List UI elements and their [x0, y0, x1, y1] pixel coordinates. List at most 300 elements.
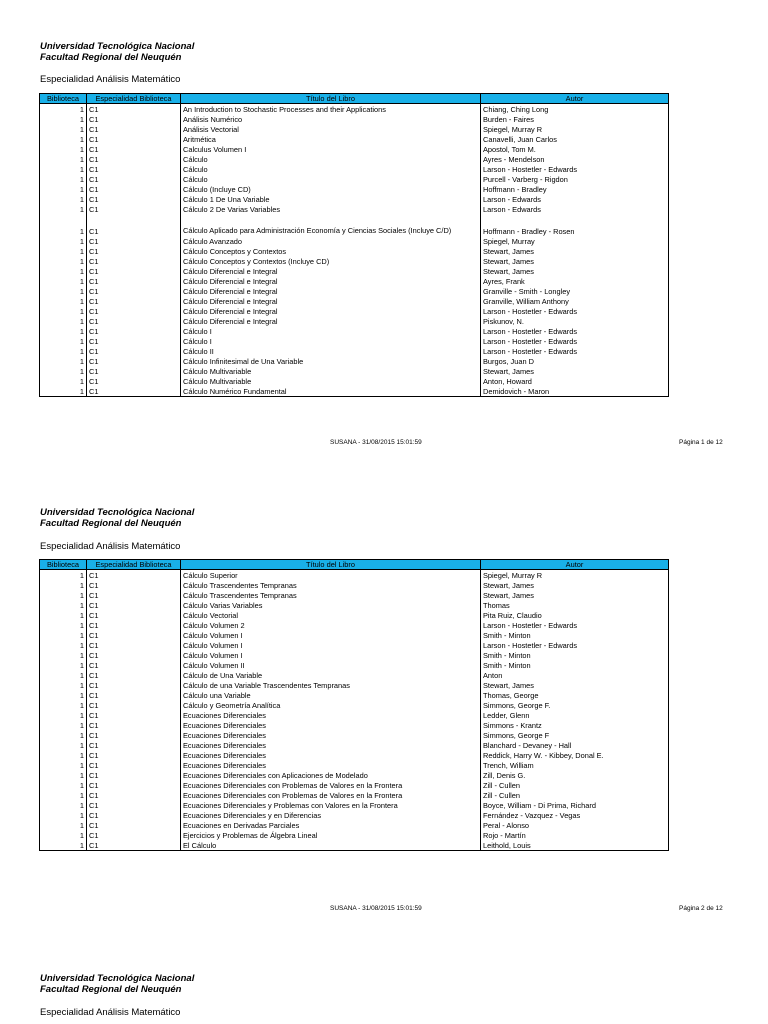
cell-biblioteca: 1 [40, 610, 87, 620]
cell-especialidad: C1 [87, 236, 181, 246]
cell-autor: Spiegel, Murray R [481, 124, 669, 134]
cell-autor: Smith - Minton [481, 660, 669, 670]
cell-biblioteca: 1 [40, 114, 87, 124]
cell-biblioteca: 1 [40, 214, 87, 236]
cell-especialidad: C1 [87, 194, 181, 204]
cell-biblioteca: 1 [40, 640, 87, 650]
cell-especialidad: C1 [87, 810, 181, 820]
cell-especialidad: C1 [87, 386, 181, 397]
university-name: Universidad Tecnológica Nacional [40, 973, 195, 984]
cell-titulo: Cálculo Multivariable [181, 366, 481, 376]
table-row [40, 246, 669, 256]
cell-titulo: Calculus Volumen I [181, 144, 481, 154]
cell-especialidad: C1 [87, 346, 181, 356]
cell-especialidad: C1 [87, 124, 181, 134]
table-row [40, 286, 669, 296]
cell-especialidad: C1 [87, 184, 181, 194]
cell-autor: Anton, Howard [481, 376, 669, 386]
cell-biblioteca: 1 [40, 174, 87, 184]
table-row [40, 346, 669, 356]
cell-especialidad: C1 [87, 780, 181, 790]
footer-user-timestamp: SUSANA - 31/08/2015 15:01:59 [330, 905, 422, 912]
cell-biblioteca: 1 [40, 154, 87, 164]
cell-titulo: Cálculo Trascendentes Tempranas [181, 580, 481, 590]
cell-especialidad: C1 [87, 316, 181, 326]
table-row [40, 590, 669, 600]
cell-biblioteca: 1 [40, 246, 87, 256]
cell-autor: Boyce, William - Di Prima, Richard [481, 800, 669, 810]
cell-especialidad: C1 [87, 580, 181, 590]
cell-biblioteca: 1 [40, 820, 87, 830]
table-row [40, 730, 669, 740]
table-row [40, 194, 669, 204]
cell-autor: Larson - Hostetler - Edwards [481, 640, 669, 650]
cell-autor: Stewart, James [481, 246, 669, 256]
cell-titulo: Cálculo Vectorial [181, 610, 481, 620]
cell-autor: Granville - Smith - Longley [481, 286, 669, 296]
cell-especialidad: C1 [87, 820, 181, 830]
cell-especialidad: C1 [87, 660, 181, 670]
cell-especialidad: C1 [87, 276, 181, 286]
cell-especialidad: C1 [87, 620, 181, 630]
faculty-name: Facultad Regional del Neuquén [40, 518, 182, 529]
cell-biblioteca: 1 [40, 720, 87, 730]
cell-especialidad: C1 [87, 266, 181, 276]
cell-especialidad: C1 [87, 750, 181, 760]
cell-titulo: Cálculo Numérico Fundamental [181, 386, 481, 397]
cell-autor: Chiang, Ching Long [481, 104, 669, 115]
cell-especialidad: C1 [87, 760, 181, 770]
table-row [40, 670, 669, 680]
cell-titulo: Cálculo I [181, 336, 481, 346]
cell-titulo: Cálculo II [181, 346, 481, 356]
cell-biblioteca: 1 [40, 204, 87, 214]
cell-especialidad: C1 [87, 366, 181, 376]
cell-autor: Stewart, James [481, 266, 669, 276]
cell-titulo: Análisis Numérico [181, 114, 481, 124]
table-row [40, 144, 669, 154]
cell-autor: Stewart, James [481, 256, 669, 266]
cell-titulo: Cálculo Avanzado [181, 236, 481, 246]
cell-titulo: Cálculo Trascendentes Tempranas [181, 590, 481, 600]
cell-titulo: Cálculo Diferencial e Integral [181, 306, 481, 316]
cell-biblioteca: 1 [40, 164, 87, 174]
cell-autor: Zill - Cullen [481, 790, 669, 800]
cell-titulo: Cálculo Volumen 2 [181, 620, 481, 630]
cell-biblioteca: 1 [40, 670, 87, 680]
cell-autor: Larson - Edwards [481, 204, 669, 214]
table-row [40, 386, 669, 397]
cell-especialidad: C1 [87, 114, 181, 124]
footer-page-number: Página 1 de 12 [679, 439, 723, 446]
cell-biblioteca: 1 [40, 660, 87, 670]
cell-titulo: Ecuaciones en Derivadas Parciales [181, 820, 481, 830]
cell-autor: Granville, William Anthony [481, 296, 669, 306]
cell-titulo: Cálculo I [181, 326, 481, 336]
cell-biblioteca: 1 [40, 306, 87, 316]
cell-titulo: Cálculo 2 De Varias Variables [181, 204, 481, 214]
column-header-biblioteca: Biblioteca [40, 94, 87, 104]
cell-biblioteca: 1 [40, 104, 87, 115]
column-header-especialidad: Especialidad Biblioteca [87, 94, 181, 104]
cell-autor: Stewart, James [481, 580, 669, 590]
cell-biblioteca: 1 [40, 840, 87, 851]
cell-titulo: Cálculo Infinitesimal de Una Variable [181, 356, 481, 366]
cell-biblioteca: 1 [40, 256, 87, 266]
cell-autor: Larson - Hostetler - Edwards [481, 326, 669, 336]
cell-autor: Simmons, George F [481, 730, 669, 740]
table-row [40, 700, 669, 710]
cell-titulo: Cálculo Diferencial e Integral [181, 276, 481, 286]
table-row [40, 356, 669, 366]
cell-especialidad: C1 [87, 214, 181, 236]
table-row [40, 366, 669, 376]
cell-biblioteca: 1 [40, 266, 87, 276]
cell-especialidad: C1 [87, 376, 181, 386]
cell-especialidad: C1 [87, 800, 181, 810]
cell-biblioteca: 1 [40, 830, 87, 840]
cell-autor: Canavelli, Juan Carlos [481, 134, 669, 144]
faculty-name: Facultad Regional del Neuquén [40, 52, 182, 63]
table-row [40, 114, 669, 124]
cell-autor: Reddick, Harry W. - Kibbey, Donal E. [481, 750, 669, 760]
cell-especialidad: C1 [87, 680, 181, 690]
cell-biblioteca: 1 [40, 800, 87, 810]
table-row [40, 740, 669, 750]
cell-biblioteca: 1 [40, 376, 87, 386]
cell-especialidad: C1 [87, 286, 181, 296]
cell-especialidad: C1 [87, 640, 181, 650]
table-row [40, 830, 669, 840]
table-row [40, 610, 669, 620]
cell-titulo: An Introduction to Stochastic Processes and their Applications [181, 104, 481, 115]
cell-titulo: El Cálculo [181, 840, 481, 851]
cell-titulo: Ecuaciones Diferenciales [181, 710, 481, 720]
cell-biblioteca: 1 [40, 580, 87, 590]
cell-especialidad: C1 [87, 204, 181, 214]
cell-especialidad: C1 [87, 570, 181, 581]
university-name: Universidad Tecnológica Nacional [40, 507, 195, 518]
cell-biblioteca: 1 [40, 326, 87, 336]
cell-autor: Purcell - Varberg - Rigdon [481, 174, 669, 184]
table-header-row [40, 94, 669, 104]
cell-autor: Pita Ruiz, Claudio [481, 610, 669, 620]
cell-autor: Piskunov, N. [481, 316, 669, 326]
cell-especialidad: C1 [87, 690, 181, 700]
cell-biblioteca: 1 [40, 386, 87, 397]
cell-autor: Stewart, James [481, 590, 669, 600]
cell-especialidad: C1 [87, 700, 181, 710]
cell-autor: Thomas, George [481, 690, 669, 700]
cell-autor: Larson - Hostetler - Edwards [481, 620, 669, 630]
cell-autor: Smith - Minton [481, 650, 669, 660]
cell-titulo: Cálculo Volumen I [181, 630, 481, 640]
cell-titulo: Cálculo (Incluye CD) [181, 184, 481, 194]
column-header-titulo: Título del Libro [181, 560, 481, 570]
cell-titulo: Cálculo [181, 174, 481, 184]
cell-titulo: Cálculo Superior [181, 570, 481, 581]
cell-titulo: Cálculo Conceptos y Contextos (Incluye CD) [181, 256, 481, 266]
cell-biblioteca: 1 [40, 124, 87, 134]
cell-autor: Stewart, James [481, 366, 669, 376]
cell-titulo: Ecuaciones Diferenciales con Problemas de Valores en la Frontera [181, 790, 481, 800]
table-row [40, 236, 669, 246]
cell-especialidad: C1 [87, 740, 181, 750]
table-row [40, 296, 669, 306]
cell-autor: Anton [481, 670, 669, 680]
table-row [40, 376, 669, 386]
cell-autor: Spiegel, Murray R [481, 570, 669, 581]
table-row [40, 316, 669, 326]
table-row [40, 184, 669, 194]
cell-biblioteca: 1 [40, 730, 87, 740]
cell-especialidad: C1 [87, 630, 181, 640]
cell-biblioteca: 1 [40, 780, 87, 790]
cell-especialidad: C1 [87, 336, 181, 346]
cell-especialidad: C1 [87, 730, 181, 740]
cell-autor: Stewart, James [481, 680, 669, 690]
cell-especialidad: C1 [87, 650, 181, 660]
table-row [40, 104, 669, 115]
cell-especialidad: C1 [87, 104, 181, 115]
specialty-title: Especialidad Análisis Matemático [40, 74, 181, 85]
cell-titulo: Cálculo Volumen II [181, 660, 481, 670]
cell-titulo: Ecuaciones Diferenciales con Aplicaciones de Modelado [181, 770, 481, 780]
cell-autor: Larson - Edwards [481, 194, 669, 204]
table-row [40, 214, 669, 236]
cell-titulo: Cálculo Aplicado para Administración Economía y Ciencias Sociales (Incluye C/D) [181, 214, 481, 236]
cell-especialidad: C1 [87, 256, 181, 266]
cell-titulo: Ecuaciones Diferenciales [181, 750, 481, 760]
table-row [40, 326, 669, 336]
cell-especialidad: C1 [87, 296, 181, 306]
column-header-titulo: Título del Libro [181, 94, 481, 104]
cell-titulo: Cálculo Conceptos y Contextos [181, 246, 481, 256]
table-row [40, 790, 669, 800]
cell-autor: Leithold, Louis [481, 840, 669, 851]
cell-titulo: Ecuaciones Diferenciales y Problemas con Valores en la Frontera [181, 800, 481, 810]
cell-autor: Simmons, George F. [481, 700, 669, 710]
cell-especialidad: C1 [87, 356, 181, 366]
cell-titulo: Cálculo [181, 154, 481, 164]
cell-especialidad: C1 [87, 134, 181, 144]
table-row [40, 266, 669, 276]
cell-biblioteca: 1 [40, 316, 87, 326]
table-row [40, 204, 669, 214]
cell-biblioteca: 1 [40, 630, 87, 640]
cell-autor: Ayres, Frank [481, 276, 669, 286]
cell-autor: Thomas [481, 600, 669, 610]
table-row [40, 620, 669, 630]
cell-especialidad: C1 [87, 710, 181, 720]
cell-titulo: Análisis Vectorial [181, 124, 481, 134]
cell-biblioteca: 1 [40, 356, 87, 366]
cell-especialidad: C1 [87, 306, 181, 316]
cell-titulo: Cálculo y Geometría Analítica [181, 700, 481, 710]
table-row [40, 840, 669, 851]
cell-autor: Spiegel, Murray [481, 236, 669, 246]
column-header-especialidad: Especialidad Biblioteca [87, 560, 181, 570]
cell-especialidad: C1 [87, 720, 181, 730]
cell-biblioteca: 1 [40, 750, 87, 760]
cell-especialidad: C1 [87, 164, 181, 174]
table-row [40, 660, 669, 670]
cell-especialidad: C1 [87, 830, 181, 840]
cell-biblioteca: 1 [40, 276, 87, 286]
cell-especialidad: C1 [87, 326, 181, 336]
books-table [39, 93, 669, 397]
cell-titulo: Ecuaciones Diferenciales [181, 760, 481, 770]
cell-autor: Simmons - Krantz [481, 720, 669, 730]
cell-titulo: Cálculo Diferencial e Integral [181, 266, 481, 276]
cell-especialidad: C1 [87, 610, 181, 620]
cell-biblioteca: 1 [40, 144, 87, 154]
table-row [40, 276, 669, 286]
table-row [40, 800, 669, 810]
cell-biblioteca: 1 [40, 236, 87, 246]
column-header-biblioteca: Biblioteca [40, 560, 87, 570]
books-table [39, 559, 669, 851]
cell-autor: Zill, Denis G. [481, 770, 669, 780]
cell-autor: Trench, William [481, 760, 669, 770]
cell-biblioteca: 1 [40, 680, 87, 690]
column-header-autor: Autor [481, 94, 669, 104]
cell-autor: Smith - Minton [481, 630, 669, 640]
cell-biblioteca: 1 [40, 690, 87, 700]
cell-especialidad: C1 [87, 154, 181, 164]
cell-autor: Peral - Alonso [481, 820, 669, 830]
cell-titulo: Ecuaciones Diferenciales [181, 720, 481, 730]
cell-titulo: Cálculo una Variable [181, 690, 481, 700]
cell-autor: Blanchard - Devaney - Hall [481, 740, 669, 750]
cell-autor: Hoffmann - Bradley - Rosen [481, 214, 669, 236]
table-row [40, 770, 669, 780]
cell-titulo: Cálculo Diferencial e Integral [181, 316, 481, 326]
table-row [40, 570, 669, 581]
footer-user-timestamp: SUSANA - 31/08/2015 15:01:59 [330, 439, 422, 446]
cell-titulo: Aritmética [181, 134, 481, 144]
cell-titulo: Ejercicios y Problemas de Álgebra Lineal [181, 830, 481, 840]
cell-biblioteca: 1 [40, 700, 87, 710]
table-row [40, 720, 669, 730]
cell-biblioteca: 1 [40, 810, 87, 820]
cell-autor: Hoffmann - Bradley [481, 184, 669, 194]
table-row [40, 650, 669, 660]
cell-biblioteca: 1 [40, 650, 87, 660]
table-row [40, 630, 669, 640]
cell-especialidad: C1 [87, 790, 181, 800]
table-row [40, 680, 669, 690]
cell-titulo: Cálculo Volumen I [181, 650, 481, 660]
cell-titulo: Cálculo Multivariable [181, 376, 481, 386]
cell-autor: Zill - Cullen [481, 780, 669, 790]
cell-autor: Larson - Hostetler - Edwards [481, 306, 669, 316]
cell-autor: Larson - Hostetler - Edwards [481, 346, 669, 356]
university-name: Universidad Tecnológica Nacional [40, 41, 195, 52]
cell-titulo: Cálculo 1 De Una Variable [181, 194, 481, 204]
cell-titulo: Cálculo [181, 164, 481, 174]
cell-autor: Larson - Hostetler - Edwards [481, 164, 669, 174]
cell-titulo: Cálculo Diferencial e Integral [181, 286, 481, 296]
specialty-title: Especialidad Análisis Matemático [40, 1007, 181, 1018]
table-row [40, 640, 669, 650]
cell-biblioteca: 1 [40, 184, 87, 194]
cell-especialidad: C1 [87, 770, 181, 780]
table-row [40, 336, 669, 346]
cell-biblioteca: 1 [40, 760, 87, 770]
cell-titulo: Ecuaciones Diferenciales con Problemas de Valores en la Frontera [181, 780, 481, 790]
table-row [40, 580, 669, 590]
cell-titulo: Cálculo Volumen I [181, 640, 481, 650]
column-header-autor: Autor [481, 560, 669, 570]
cell-especialidad: C1 [87, 590, 181, 600]
cell-especialidad: C1 [87, 670, 181, 680]
cell-autor: Larson - Hostetler - Edwards [481, 336, 669, 346]
table-row [40, 820, 669, 830]
table-row [40, 760, 669, 770]
table-row [40, 154, 669, 164]
table-row [40, 306, 669, 316]
cell-especialidad: C1 [87, 840, 181, 851]
cell-biblioteca: 1 [40, 296, 87, 306]
cell-titulo: Cálculo de una Variable Trascendentes Tempranas [181, 680, 481, 690]
cell-biblioteca: 1 [40, 620, 87, 630]
table-row [40, 780, 669, 790]
cell-especialidad: C1 [87, 246, 181, 256]
table-row [40, 164, 669, 174]
cell-biblioteca: 1 [40, 336, 87, 346]
table-row [40, 174, 669, 184]
table-row [40, 810, 669, 820]
cell-especialidad: C1 [87, 174, 181, 184]
cell-biblioteca: 1 [40, 770, 87, 780]
cell-titulo: Cálculo Varias Variables [181, 600, 481, 610]
specialty-title: Especialidad Análisis Matemático [40, 541, 181, 552]
cell-titulo: Ecuaciones Diferenciales y en Diferencias [181, 810, 481, 820]
cell-autor: Rojo - Martín [481, 830, 669, 840]
cell-biblioteca: 1 [40, 710, 87, 720]
cell-biblioteca: 1 [40, 600, 87, 610]
cell-autor: Apostol, Tom M. [481, 144, 669, 154]
cell-biblioteca: 1 [40, 346, 87, 356]
table-row [40, 750, 669, 760]
cell-biblioteca: 1 [40, 590, 87, 600]
table-row [40, 134, 669, 144]
cell-titulo: Cálculo Diferencial e Integral [181, 296, 481, 306]
cell-biblioteca: 1 [40, 740, 87, 750]
cell-biblioteca: 1 [40, 570, 87, 581]
cell-autor: Burden - Faires [481, 114, 669, 124]
table-row [40, 600, 669, 610]
cell-autor: Ayres - Mendelson [481, 154, 669, 164]
table-row [40, 690, 669, 700]
cell-biblioteca: 1 [40, 286, 87, 296]
cell-biblioteca: 1 [40, 194, 87, 204]
table-row [40, 256, 669, 266]
cell-biblioteca: 1 [40, 366, 87, 376]
cell-titulo: Ecuaciones Diferenciales [181, 730, 481, 740]
cell-biblioteca: 1 [40, 134, 87, 144]
cell-especialidad: C1 [87, 600, 181, 610]
table-row [40, 710, 669, 720]
table-header-row [40, 560, 669, 570]
cell-titulo: Cálculo de Una Variable [181, 670, 481, 680]
footer-page-number: Página 2 de 12 [679, 905, 723, 912]
cell-biblioteca: 1 [40, 790, 87, 800]
faculty-name: Facultad Regional del Neuquén [40, 984, 182, 995]
cell-autor: Fernández - Vazquez - Vegas [481, 810, 669, 820]
table-row [40, 124, 669, 134]
